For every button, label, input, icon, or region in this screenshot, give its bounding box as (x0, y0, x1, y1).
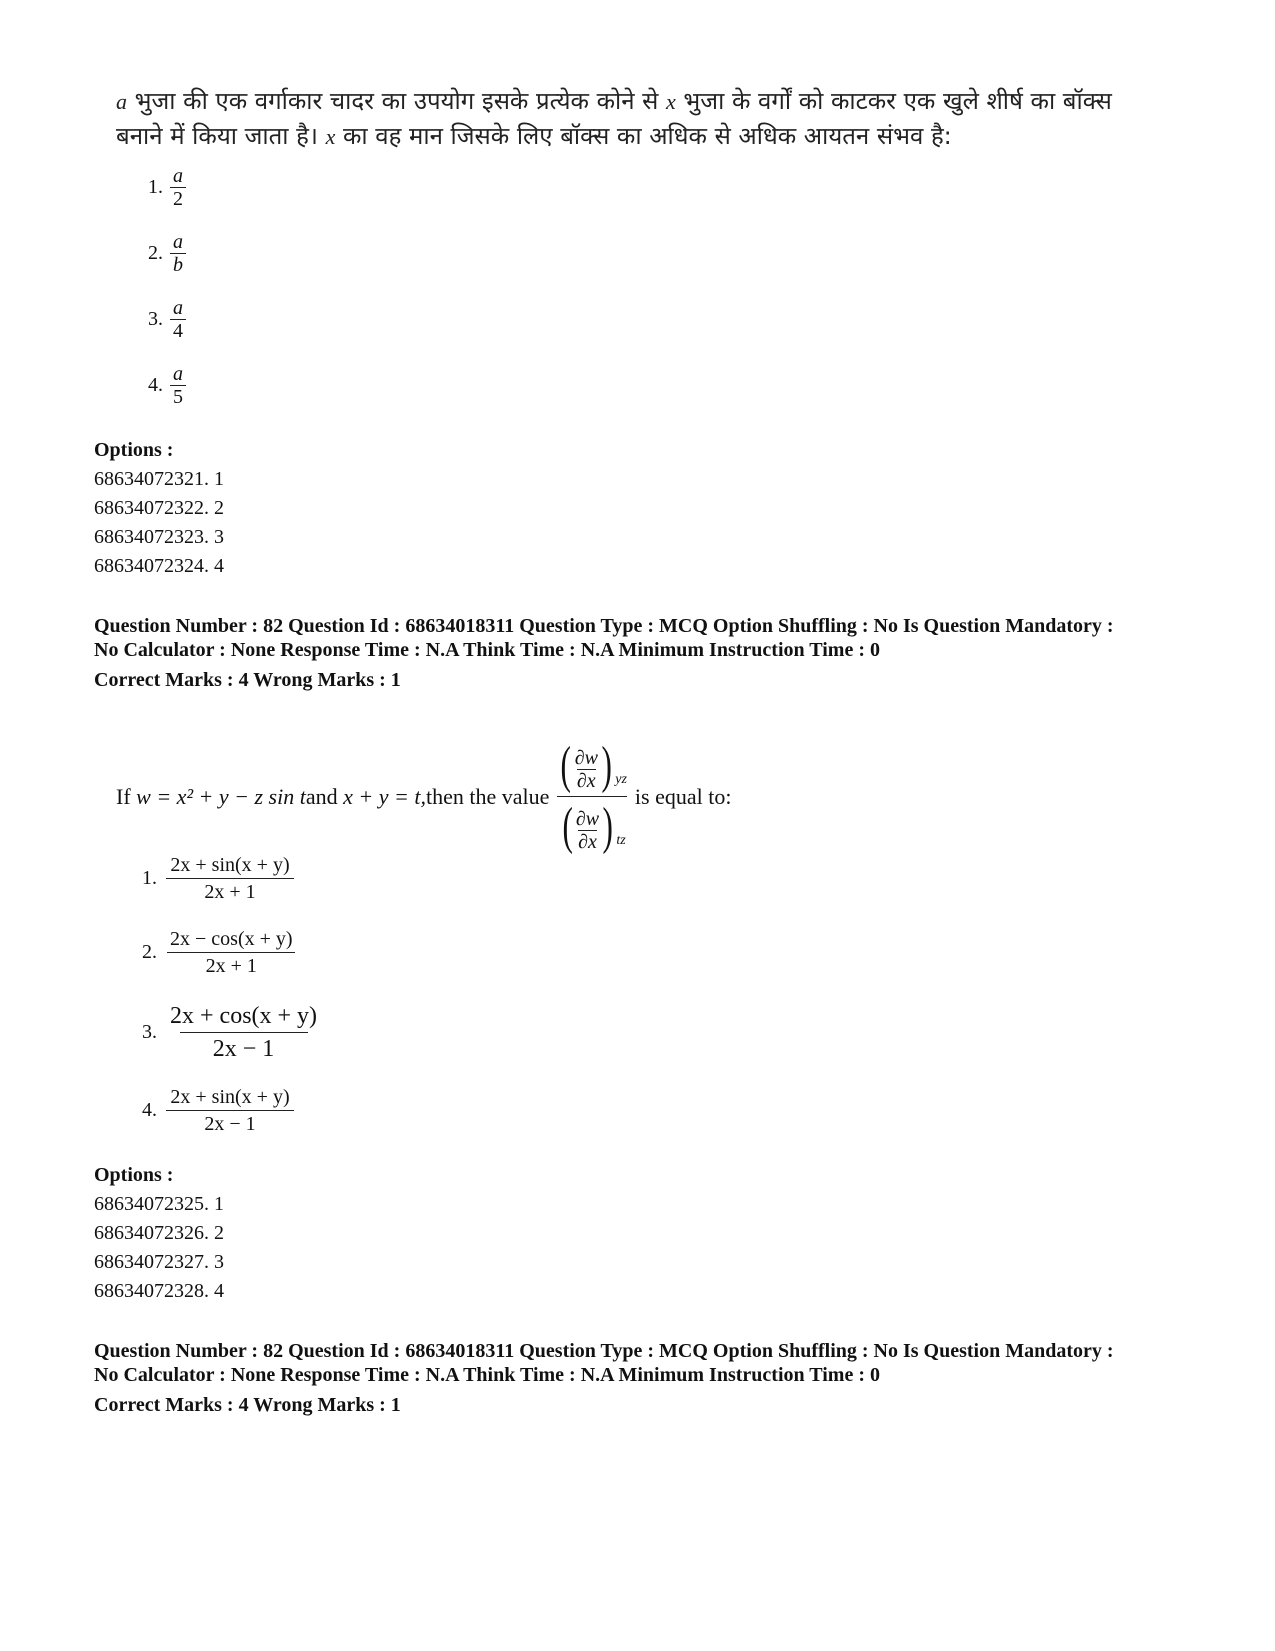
fraction: $\frac{a}{5}$ (170, 363, 186, 408)
option-id: 68634072322. 2 (94, 497, 224, 519)
fraction: 2x + cos(x + y) 2x − 1 (166, 1000, 321, 1065)
option-id: 68634072327. 3 (94, 1251, 224, 1273)
fraction: 2x − cos(x + y) 2x + 1 (166, 926, 297, 979)
q2-choice-2: 2. 2x − cos(x + y) 2x + 1 (142, 926, 297, 979)
option-id: 68634072325. 1 (94, 1193, 224, 1215)
q1-choice-2: 2. $\frac{a}{b}$ (148, 231, 186, 276)
partial-derivative-ratio: ( ∂w ∂x ) yz ( ∂w ∂x ) tz (557, 740, 627, 853)
fraction: $\frac{a}{b}$ (170, 231, 186, 276)
options-label: Options : (94, 439, 174, 461)
option-id: 68634072326. 2 (94, 1222, 224, 1244)
q1-text-part3: का वह मान जिसके लिए बॉक्स का अधिक से अधिक आयतन संभव है: (335, 122, 952, 150)
q1-choice-4: 4. $\frac{a}{5}$ (148, 363, 186, 408)
q1-text-part2: भुजा के वर्गों को काटकर एक खुले शीर्ष का बॉक्स बनाने में किया जाता है। (116, 87, 1112, 150)
var-x: x (666, 89, 676, 114)
fraction: $\frac{a}{4}$ (170, 297, 186, 342)
options-block-2 (94, 1161, 224, 1306)
var-a: a (116, 89, 127, 114)
question-text-partial-derivative: If w = x² + y − z sin t and x + y = t, then the value ( ∂w ∂x ) yz ( ∂w ∂x ) tz is equal to: (116, 737, 732, 855)
question-meta-1 (94, 614, 1214, 692)
var-x-2: x (325, 124, 336, 149)
equation-w: w = x² + y − z sin t (136, 783, 306, 809)
equation-t: x + y = t, (343, 783, 426, 809)
options-block-1 (94, 436, 224, 581)
question-text-hindi (116, 84, 1166, 154)
fraction: 2x + sin(x + y) 2x − 1 (166, 1084, 294, 1137)
meta-line: Question Number : 82 Question Id : 68634018311 Question Type : MCQ Option Shuffling : No Is Question Mandatory : (94, 1340, 1114, 1362)
meta-line: Question Number : 82 Question Id : 68634018311 Question Type : MCQ Option Shuffling : No Is Question Mandatory : (94, 615, 1114, 637)
option-id: 68634072324. 4 (94, 555, 224, 577)
option-id: 68634072321. 1 (94, 468, 224, 490)
option-id: 68634072328. 4 (94, 1280, 224, 1302)
question-meta-2 (94, 1339, 1214, 1417)
option-id: 68634072323. 3 (94, 526, 224, 548)
fraction: 2x + sin(x + y) 2x + 1 (166, 852, 294, 905)
fraction: $\frac{a}{2}$ (170, 165, 186, 210)
q2-choice-1: 1. 2x + sin(x + y) 2x + 1 (142, 852, 294, 905)
meta-line: Correct Marks : 4 Wrong Marks : 1 (94, 1394, 401, 1416)
options-label: Options : (94, 1164, 174, 1186)
q1-choice-1: 1. $\frac{a}{2}$ (148, 165, 186, 210)
meta-line: No Calculator : None Response Time : N.A Think Time : N.A Minimum Instruction Time : 0 (94, 1364, 880, 1386)
q2-choice-3: 3. 2x + cos(x + y) 2x − 1 (142, 1000, 321, 1065)
q1-text-part1: भुजा की एक वर्गाकार चादर का उपयोग इसके प्रत्येक कोने से (127, 87, 667, 115)
meta-line: No Calculator : None Response Time : N.A Think Time : N.A Minimum Instruction Time : 0 (94, 639, 880, 661)
q1-choice-3: 3. $\frac{a}{4}$ (148, 297, 186, 342)
meta-line: Correct Marks : 4 Wrong Marks : 1 (94, 669, 401, 691)
q2-choice-4: 4. 2x + sin(x + y) 2x − 1 (142, 1084, 294, 1137)
